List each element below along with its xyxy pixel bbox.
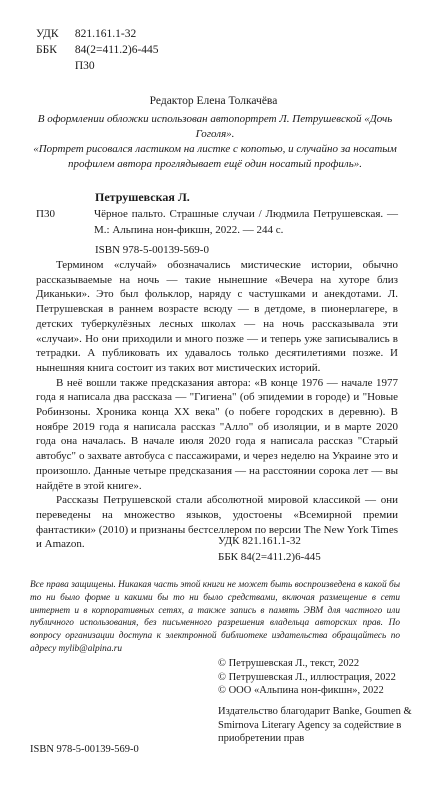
bbk-bottom: ББК 84(2=411.2)6-445 <box>218 551 321 563</box>
portrait-quote: «Портрет рисовался ластиком на листке с копотью, и случайно за носатым профилем автора проглядывает ещё один носатый профиль». <box>33 143 397 170</box>
cover-credit: В оформлении обложки использован автопортрет Л. Петрушевской «Дочь Гоголя». <box>37 113 393 140</box>
udk-label: УДК <box>36 28 59 40</box>
author-heading: Петрушевская Л. <box>95 190 190 204</box>
copyright-text: © Петрушевская Л., текст, 2022 <box>218 658 360 669</box>
cover-credits <box>30 112 400 172</box>
author-index: П30 <box>74 60 95 72</box>
isbn-bottom: ISBN 978-5-00139-569-0 <box>30 744 139 755</box>
copyright-lines <box>218 657 396 698</box>
annotation-paragraph-3: Рассказы Петрушевской стали абсолютной мировой классикой — они переведены на множество языков, удостоены «Всемирной премии фантастики» (2010) и признаны бестселлером по версии The New York Times и Amazon. <box>36 494 398 551</box>
classification-codes <box>36 26 159 74</box>
rights-notice: Все права защищены. Никакая часть этой книги не может быть воспроизведена в какой бы то ни было форме и какими бы то ни было средствами, включая размещение в сети интернет и в корпоративных сетях, а также запись в память ЭВМ для частного или публичного использования, без письменного разрешения владельца авторских прав. По вопросу организации доступа к электронной библиотеке издательства обращайтесь по адресу mylib@alpina.ru <box>30 580 400 654</box>
udk-row <box>36 26 159 42</box>
copyright-illustration: © Петрушевская Л., иллюстрация, 2022 <box>218 671 396 683</box>
copyright-publisher: © ООО «Альпина нон-фикшн», 2022 <box>218 685 384 697</box>
biblio-text: Чёрное пальто. Страшные случаи / Людмила Петрушевская. — М.: Альпина нон-фикшн, 2022. — 244 с. <box>94 208 398 236</box>
author-index-row <box>36 58 159 74</box>
bibliographic-record <box>36 206 398 238</box>
editor-line: Редактор Елена Толкачёва <box>149 95 278 107</box>
bbk-value: 84(2=411.2)6-445 <box>74 44 159 56</box>
bbk-label: ББК <box>36 44 57 56</box>
classification-codes-bottom <box>218 533 321 565</box>
agency-acknowledgement: Издательство благодарит Banke, Goumen & Smirnova Literary Agency за содействие в приобретении прав <box>218 706 412 745</box>
annotation-paragraph-1: Термином «случай» обозначались мистические истории, обычно рассказываемые на ночь — такие нынешние «Вечера на хуторе близ Диканьки». Это был фольклор, наряду с частушками и анекдотами. Л. Петрушевская в раннем возрасте всюду — в детдоме, в пионерлагере, в детских туберкулёзных лесных школах — на ночь рассказывала эти «случаи». Но они приходили и много позже — и теперь уже записывались в тетрадки. А публиковать их удавалось только десятилетиями позже. И нынешняя книга состоит из таких вот мистических историй. <box>36 259 398 374</box>
udk-bottom: УДК 821.161.1-32 <box>218 535 301 547</box>
udk-value: 821.161.1-32 <box>74 28 137 40</box>
biblio-index: П30 <box>36 208 55 220</box>
bbk-row <box>36 42 159 58</box>
isbn-top: ISBN 978-5-00139-569-0 <box>95 244 209 256</box>
annotation <box>36 258 398 552</box>
annotation-paragraph-2: В неё вошли также предсказания автора: «В конце 1976 — начале 1977 года я написала два рассказа — "Гигиена" (об эпидемии в городе) и "Новые Робинзоны. Хроника конца XX века" (о побеге городских в деревню). В ноябре 2019 года я написала рассказ "Алло" об изоляции, и в марте 2020 года она началась. В начале июля 2020 года я написала рассказ "Старый автобус" о захвате автобуса с пассажирами, и через неделю на Украине это и произошло. Данные четыре предсказания — на расстоянии сорока лет — вы найдёте в этой книге». <box>36 376 398 492</box>
